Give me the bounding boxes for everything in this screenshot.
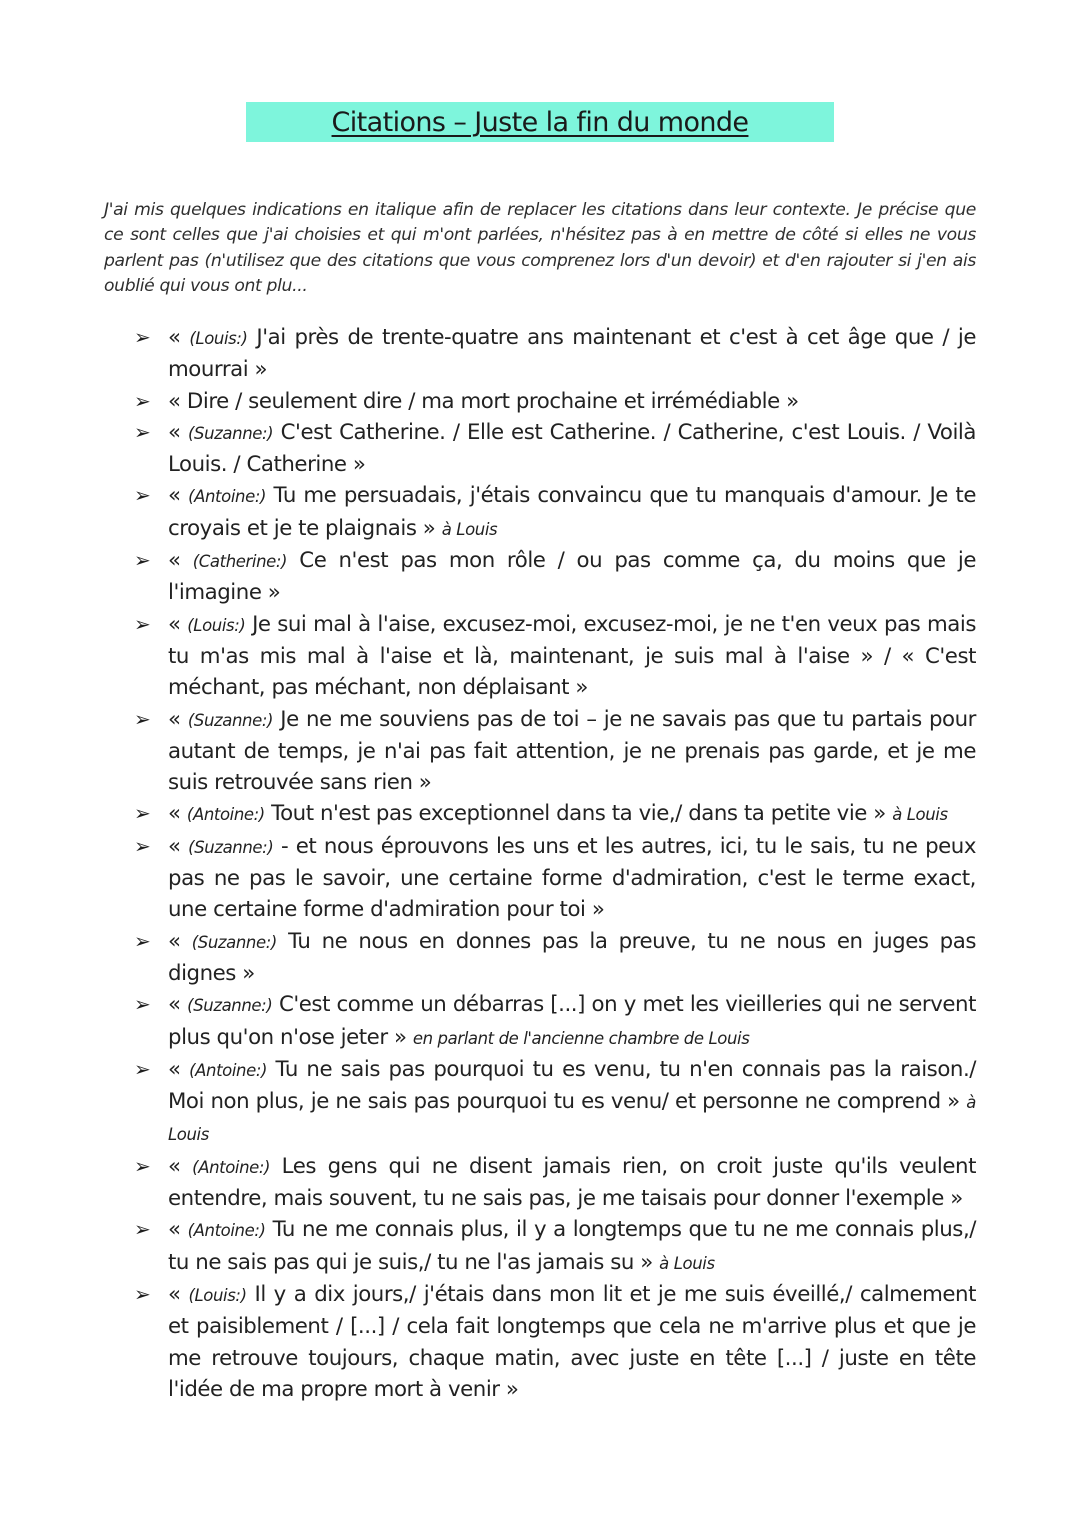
arrow-bullet-icon: ➢ xyxy=(134,325,151,349)
quote-item xyxy=(134,704,976,799)
open-quote-mark: « xyxy=(168,483,189,509)
quote-item xyxy=(134,609,976,704)
arrow-bullet-icon: ➢ xyxy=(134,1217,151,1242)
quote-context: à Louis xyxy=(659,1253,715,1273)
quote-text: Ce n'est pas mon rôle / ou pas comme ça, du moins que je l'imagine » xyxy=(168,548,976,606)
quote-speaker: (Antoine:) xyxy=(192,1157,271,1177)
quote-text: Il y a dix jours,/ j'étais dans mon lit et je me suis éveillé,/ calmement et paisiblement / [...] / cela fait longtemps que cela ne m'arrive plus et que je me retrouve toujours, chaque matin, avec juste en tête [...] / juste en tête l'idée de ma propre mort à venir » xyxy=(168,1281,976,1402)
open-quote-mark: « xyxy=(168,706,188,732)
quote-text: Tu ne nous en donnes pas la preuve, tu ne nous en juges pas dignes » xyxy=(168,928,976,986)
quote-text: - et nous éprouvons les uns et les autres, ici, tu le sais, tu ne peux pas ne pas le savoir, une certaine forme d'admiration, c'est le terme exact, une certaine forme d'admiration pour toi » xyxy=(168,833,977,923)
arrow-bullet-icon: ➢ xyxy=(134,548,151,573)
quote-item xyxy=(134,798,976,830)
open-quote-mark: « xyxy=(168,801,187,827)
quote-speaker: (Catherine:) xyxy=(192,552,288,572)
intro-paragraph: J'ai mis quelques indications en italique afin de replacer les citations dans leur contexte. Je précise que ce sont celles que j'ai choisies et qui m'ont parlées, n'hésitez pas à en mettre de côté si elles ne vous parlent pas (n'utilisez que des citations que vous comprenez lors d'un devoir) et d'en rajouter si j'en ais oublié qui vous ont plu... xyxy=(104,200,976,297)
open-quote-mark: « xyxy=(168,833,189,859)
quote-list xyxy=(134,322,976,1405)
arrow-bullet-icon: ➢ xyxy=(134,833,151,858)
open-quote-mark: « xyxy=(168,325,190,350)
open-quote-mark: « xyxy=(168,419,188,445)
open-quote-mark: « xyxy=(168,1281,189,1307)
quote-text: Je ne me souviens pas de toi – je ne savais pas que tu partais pour autant de temps, je n'ai pas fait attention, je ne prenais pas garde, et je me suis retrouvée sans rien » xyxy=(168,706,976,796)
quote-speaker: (Antoine:) xyxy=(187,1221,266,1241)
quote-text: C'est Catherine. / Elle est Catherine. / Catherine, c'est Louis. / Voilà Louis. / Catherine » xyxy=(168,419,976,478)
quote-speaker: (Louis:) xyxy=(189,329,248,348)
quote-speaker: (Suzanne:) xyxy=(191,932,277,952)
quote-context: en parlant de l'ancienne chambre de Louis xyxy=(412,1028,750,1048)
quote-item xyxy=(134,1151,976,1215)
quote-speaker: (Louis:) xyxy=(187,615,246,635)
quote-item xyxy=(134,545,976,609)
quote-item xyxy=(134,1279,976,1405)
quote-text: Je sui mal à l'aise, excusez-moi, excusez-moi, je ne t'en veux pas mais tu m'as mis mal à l'aise et là, maintenant, je suis mal à l'aise » / « C'est méchant, pas méchant, non déplaisant » xyxy=(168,611,976,701)
quote-item xyxy=(134,417,976,481)
arrow-bullet-icon: ➢ xyxy=(134,419,151,444)
arrow-bullet-icon: ➢ xyxy=(134,801,151,826)
quote-context: à Louis xyxy=(441,519,498,539)
arrow-bullet-icon: ➢ xyxy=(134,388,151,413)
quote-speaker: (Antoine:) xyxy=(189,1060,268,1080)
open-quote-mark: « xyxy=(168,388,187,414)
arrow-bullet-icon: ➢ xyxy=(134,483,151,508)
quote-text: C'est comme un débarras [...] on y met les vieilleries qui ne servent plus qu'on n'ose jeter » xyxy=(168,992,976,1050)
quote-speaker: (Suzanne:) xyxy=(187,710,274,730)
quote-text: Tu ne me connais plus, il y a longtemps que tu ne me connais plus,/ tu ne sais pas qui je suis,/ tu ne l'as jamais su » xyxy=(168,1217,976,1275)
open-quote-mark: « xyxy=(168,928,192,954)
open-quote-mark: « xyxy=(168,1153,193,1179)
quote-item xyxy=(134,480,976,545)
quote-speaker: (Antoine:) xyxy=(186,805,265,825)
quote-speaker: (Louis:) xyxy=(188,1285,247,1305)
open-quote-mark: « xyxy=(168,992,188,1018)
quote-speaker: (Suzanne:) xyxy=(188,423,274,443)
quote-text: Les gens qui ne disent jamais rien, on croit juste qu'ils veulent entendre, mais souvent, tu ne sais pas, je me taisais pour donner l'exemple » xyxy=(168,1153,976,1212)
quote-item xyxy=(134,1214,976,1279)
arrow-bullet-icon: ➢ xyxy=(134,706,151,731)
quote-text: Tu me persuadais, j'étais convaincu que tu manquais d'amour. Je te croyais et je te plaignais » xyxy=(168,483,976,541)
quote-context: à Louis xyxy=(892,805,948,825)
page-title: Citations – Juste la fin du monde xyxy=(331,106,749,138)
quote-text: J'ai près de trente-quatre ans maintenant et c'est à cet âge que / je mourrai » xyxy=(168,325,976,383)
quote-text: Dire / seulement dire / ma mort prochaine et irrémédiable » xyxy=(186,388,799,414)
quote-item xyxy=(134,322,976,386)
quote-item xyxy=(134,386,976,417)
quote-item xyxy=(134,1054,976,1151)
quote-speaker: (Antoine:) xyxy=(188,487,267,507)
quote-context: à Louis xyxy=(168,1093,976,1145)
arrow-bullet-icon: ➢ xyxy=(134,992,151,1017)
open-quote-mark: « xyxy=(168,1056,190,1082)
open-quote-mark: « xyxy=(168,548,193,574)
quote-text: Tu ne sais pas pourquoi tu es venu, tu n'en connais pas la raison./ Moi non plus, je ne sais pas pourquoi tu es venu/ et personne ne comprend » xyxy=(168,1056,976,1115)
open-quote-mark: « xyxy=(168,1217,188,1243)
arrow-bullet-icon: ➢ xyxy=(134,611,151,636)
quote-speaker: (Suzanne:) xyxy=(188,837,274,857)
quote-item xyxy=(134,989,976,1054)
quote-item xyxy=(134,926,976,990)
arrow-bullet-icon: ➢ xyxy=(134,1281,151,1306)
title-highlight xyxy=(246,102,834,142)
quote-item xyxy=(134,831,976,926)
arrow-bullet-icon: ➢ xyxy=(134,1056,151,1081)
open-quote-mark: « xyxy=(168,611,188,637)
arrow-bullet-icon: ➢ xyxy=(134,1153,151,1178)
quote-text: Tout n'est pas exceptionnel dans ta vie,/ dans ta petite vie » xyxy=(264,801,886,827)
arrow-bullet-icon: ➢ xyxy=(134,928,151,953)
quote-speaker: (Suzanne:) xyxy=(187,996,273,1016)
